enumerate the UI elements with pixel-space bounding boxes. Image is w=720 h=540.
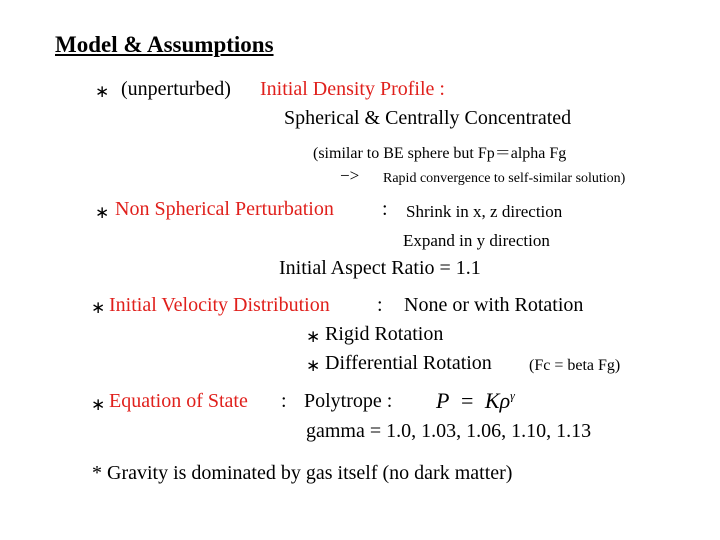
bullet-star: ∗: [91, 395, 106, 415]
rigid-rotation: Rigid Rotation: [325, 323, 444, 345]
slide-title: Model & Assumptions: [55, 32, 274, 57]
density-label: Initial Density Profile :: [260, 78, 445, 100]
density-convergence-note: Rapid convergence to self-similar solution): [383, 171, 626, 186]
gravity-note: * Gravity is dominated by gas itself (no dark matter): [92, 462, 513, 484]
arrow-symbol: −>: [340, 166, 360, 185]
bullet-star: ∗: [306, 356, 321, 376]
eos-label: Equation of State: [109, 390, 248, 412]
density-prefix: (unperturbed): [121, 78, 231, 100]
perturbation-expand: Expand in y direction: [403, 231, 550, 250]
differential-rotation: Differential Rotation: [325, 352, 492, 374]
differential-rotation-note: (Fc = beta Fg): [529, 357, 621, 374]
bullet-star: ∗: [306, 327, 321, 347]
aspect-ratio: Initial Aspect Ratio = 1.1: [279, 257, 481, 279]
perturbation-colon: :: [382, 198, 388, 220]
density-note: (similar to BE sphere but Fp＝alpha Fg: [313, 145, 567, 162]
density-description: Spherical & Centrally Concentrated: [284, 107, 572, 129]
eq-k: K: [484, 388, 500, 413]
eq-equals: =: [460, 388, 474, 413]
perturbation-shrink: Shrink in x, z direction: [406, 202, 563, 221]
bullet-star: ∗: [95, 203, 110, 223]
bullet-star: ∗: [91, 298, 106, 318]
eq-rho: ρ: [499, 388, 511, 413]
eos-colon: :: [281, 390, 287, 412]
velocity-colon: :: [377, 294, 383, 316]
velocity-label: Initial Velocity Distribution: [109, 294, 330, 316]
eq-gamma: γ: [510, 388, 515, 403]
velocity-value: None or with Rotation: [404, 294, 584, 316]
gamma-values: gamma = 1.0, 1.03, 1.06, 1.10, 1.13: [306, 420, 592, 442]
eq-p: P: [436, 388, 450, 413]
eos-value: Polytrope :: [304, 390, 393, 412]
perturbation-label: Non Spherical Perturbation: [115, 198, 334, 220]
bullet-star: ∗: [95, 82, 110, 102]
polytrope-equation: [436, 388, 515, 414]
